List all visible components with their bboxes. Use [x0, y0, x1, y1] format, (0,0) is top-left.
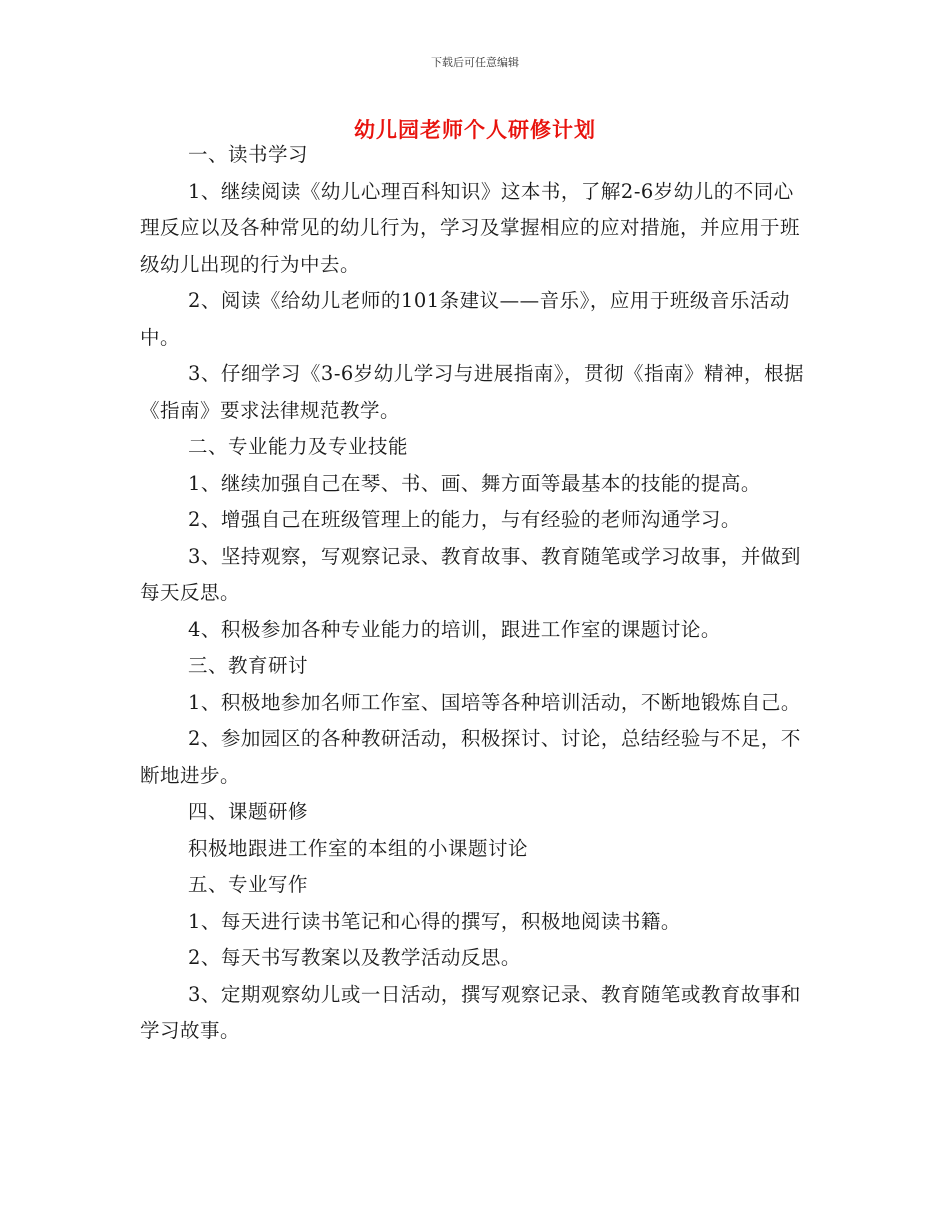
paragraph: 3、坚持观察，写观察记录、教育故事、教育随笔或学习故事，并做到每天反思。: [140, 544, 801, 604]
document-body: [140, 137, 812, 1050]
paragraph: 1、继续加强自己在琴、书、画、舞方面等最基本的技能的提高。: [188, 471, 761, 495]
section-heading-research: 三、教育研讨: [188, 654, 309, 677]
paragraph: 1、每天进行读书笔记和心得的撰写，积极地阅读书籍。: [188, 909, 681, 933]
paragraph: 1、继续阅读《幼儿心理百科知识》这本书，了解2-6岁幼儿的不同心理反应以及各种常见的幼儿行为，学习及掌握相应的应对措施，并应用于班级幼儿出现的行为中去。: [140, 179, 801, 276]
paragraph: 1、积极地参加名师工作室、国培等各种培训活动，不断地锻炼自己。: [188, 690, 801, 714]
section-heading-writing: 五、专业写作: [188, 873, 309, 896]
paragraph: 积极地跟进工作室的本组的小课题讨论: [188, 836, 529, 860]
paragraph: 2、增强自己在班级管理上的能力，与有经验的老师沟通学习。: [188, 508, 741, 531]
paragraph: 2、参加园区的各种教研活动，积极探讨、讨论，总结经验与不足，不断地进步。: [140, 727, 801, 787]
paragraph: 4、积极参加各种专业能力的培训，跟进工作室的课题讨论。: [188, 617, 721, 641]
page-header: 下载后可任意编辑: [431, 56, 519, 69]
section-heading-topic: 四、课题研修: [188, 800, 309, 823]
section-heading-reading: 一、读书学习: [188, 143, 309, 166]
document-title: 幼儿园老师个人研修计划: [354, 118, 596, 142]
paragraph: 2、每天书写教案以及教学活动反思。: [188, 946, 521, 969]
section-heading-skills: 二、专业能力及专业技能: [188, 435, 409, 458]
paragraph: 3、仔细学习《3-6岁幼儿学习与进展指南》，贯彻《指南》精神，根据《指南》要求法律规范教学。: [140, 362, 805, 422]
paragraph: 3、定期观察幼儿或一日活动，撰写观察记录、教育随笔或教育故事和学习故事。: [140, 982, 801, 1042]
paragraph: 2、阅读《给幼儿老师的101条建议——音乐》，应用于班级音乐活动中。: [140, 289, 790, 349]
